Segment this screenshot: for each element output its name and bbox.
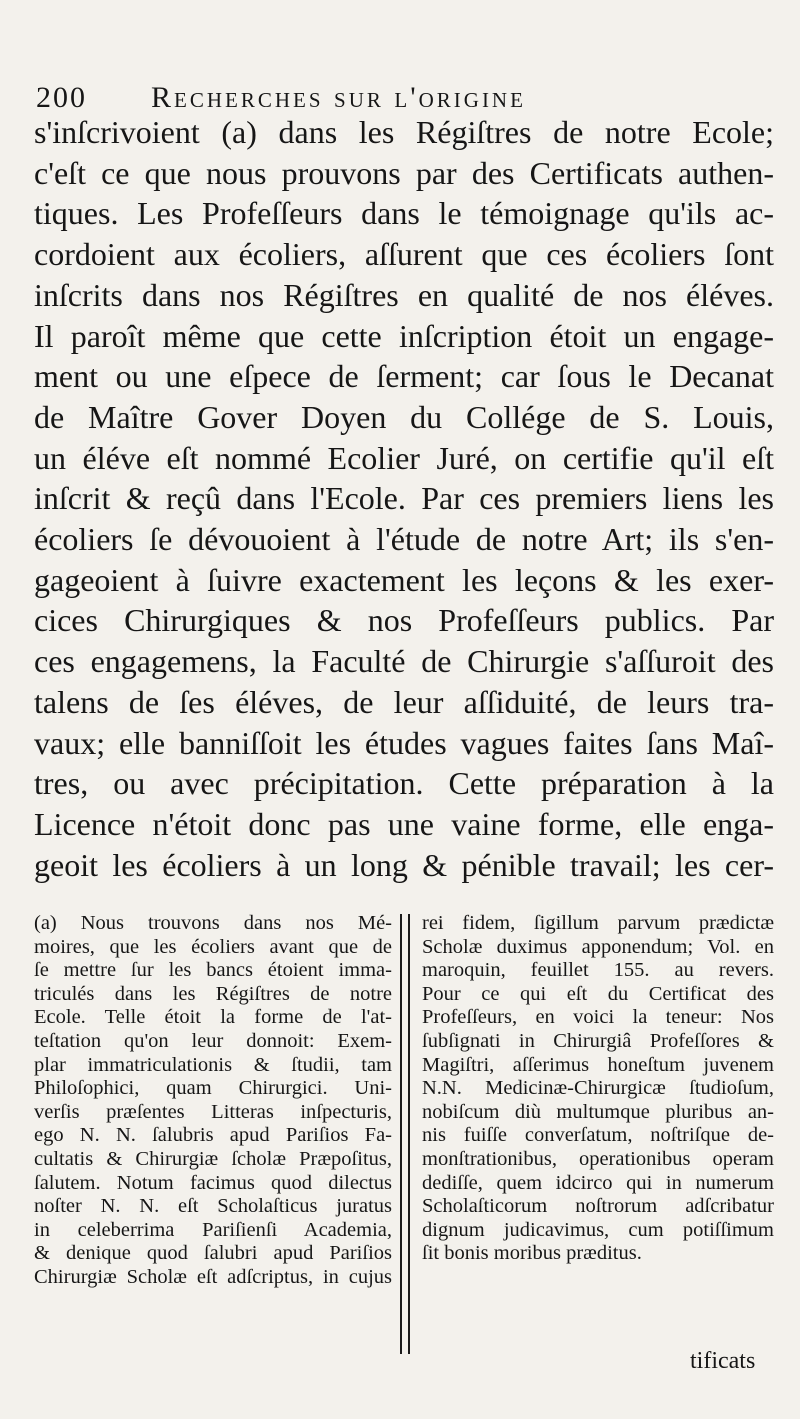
footnote-line: Scholaſticorum noſtrorum adſcribatur — [422, 1195, 774, 1218]
footnote-line: dediſſe, quem idcirco qui in numerum — [422, 1171, 774, 1194]
catchword: tificats — [690, 1348, 756, 1374]
text-line: tiques. Les Profeſſeurs dans le témoignage qu'ils ac- — [34, 195, 774, 232]
text-line: geoit les écoliers à un long & pénible travail; les cer- — [34, 846, 774, 883]
footnote-line: monſtrationibus, operationibus operam — [422, 1147, 774, 1170]
text-line: inſcrit & reçû dans l'Ecole. Par ces premiers liens les — [34, 480, 774, 517]
footnote-right-column — [422, 912, 774, 1266]
footnote-line: nobiſcum diù multumque pluribus an- — [422, 1100, 774, 1123]
running-head: Recherches sur l'origine — [151, 81, 526, 114]
footnote-line: in celeberrima Pariſienſi Academia, — [34, 1218, 392, 1241]
footnote-line: plar immatriculationis & ſtudii, tam — [34, 1053, 392, 1076]
footnote-line: ego N. N. ſalubris apud Pariſios Fa- — [34, 1124, 392, 1147]
footnote-line: rei fidem, ſigillum parvum prædictæ — [422, 912, 774, 934]
column-divider — [400, 914, 410, 1354]
text-line: ces engagemens, la Faculté de Chirurgie s'aſſuroit des — [34, 643, 774, 680]
page-number: 200 — [36, 81, 87, 114]
footnote-line: (a) Nous trouvons dans nos Mé- — [34, 912, 392, 934]
footnote-line: Profeſſeurs, en voici la teneur: Nos — [422, 1006, 774, 1029]
footnote-left-column — [34, 912, 392, 1290]
text-line: de Maître Gover Doyen du Collége de S. Louis, — [34, 398, 774, 435]
text-line: cordoient aux écoliers, aſſurent que ces écoliers ſont — [34, 236, 774, 273]
text-line: s'inſcrivoient (a) dans les Régiſtres de notre Ecole; — [34, 114, 774, 150]
footnote-line: nis fuiſſe converſatum, noſtriſque de- — [422, 1124, 774, 1147]
footnote-line: triculés dans les Régiſtres de notre — [34, 982, 392, 1005]
footnote-line: & denique quod ſalubri apud Pariſios — [34, 1242, 392, 1265]
footnote-line: Magiſtri, aſſerimus honeſtum juvenem — [422, 1053, 774, 1076]
footnote-line: Ecole. Telle étoit la forme de l'at- — [34, 1006, 392, 1029]
footnote-line: ſalutem. Notum facimus quod dilectus — [34, 1171, 392, 1194]
text-line: c'eſt ce que nous prouvons par des Certificats authen- — [34, 154, 774, 191]
text-line: talens de ſes éléves, de leur aſſiduité, de leurs tra- — [34, 683, 774, 720]
footnote-line: maroquin, feuillet 155. au revers. — [422, 959, 774, 982]
text-line: tres, ou avec précipitation. Cette préparation à la — [34, 765, 774, 802]
text-line: Il paroît même que cette inſcription étoit un engage- — [34, 317, 774, 354]
footnote-line: teſtation qu'on leur donnoit: Exem- — [34, 1029, 392, 1052]
footnote-line: ſe mettre ſur les bancs étoient imma- — [34, 959, 392, 982]
text-line: ment ou une eſpece de ſerment; car ſous le Decanat — [34, 358, 774, 395]
footnote-line: Scholæ duximus apponendum; Vol. en — [422, 935, 774, 958]
text-line: vaux; elle banniſſoit les études vagues faites ſans Maî- — [34, 724, 774, 761]
footnote-line: N.N. Medicinæ-Chirurgicæ ſtudioſum, — [422, 1077, 774, 1100]
text-line: Licence n'étoit donc pas une vaine forme, elle enga- — [34, 805, 774, 842]
footnote-line: Philoſophici, quam Chirurgici. Uni- — [34, 1077, 392, 1100]
footnote-line: dignum judicavimus, cum potiſſimum — [422, 1218, 774, 1241]
footnote-line: ſit bonis moribus præditus. — [422, 1242, 642, 1265]
footnote-line: Chirurgiæ Scholæ eſt adſcriptus, in cujus — [34, 1265, 392, 1288]
footnote-line: ſubſignati in Chirurgiâ Profeſſores & — [422, 1029, 774, 1052]
text-line: écoliers ſe dévouoient à l'étude de notre Art; ils s'en- — [34, 521, 774, 558]
footnote-line: noſter N. N. eſt Scholaſticus juratus — [34, 1195, 392, 1218]
main-text — [34, 112, 774, 885]
text-line: gageoient à ſuivre exactement les leçons & les exer- — [34, 561, 774, 598]
footnote-line: Pour ce qui eſt du Certificat des — [422, 982, 774, 1005]
footnote-area — [34, 912, 774, 1352]
text-line: cices Chirurgiques & nos Profeſſeurs publics. Par — [34, 602, 774, 639]
footnote-line: moires, que les écoliers avant que de — [34, 935, 392, 958]
footnote-line: verſis præſentes Litteras inſpecturis, — [34, 1100, 392, 1123]
text-line: un éléve eſt nommé Ecolier Juré, on certifie qu'il eſt — [34, 439, 774, 476]
text-line: inſcrits dans nos Régiſtres en qualité de nos éléves. — [34, 276, 774, 313]
footnote-line: cultatis & Chirurgiæ ſcholæ Præpoſitus, — [34, 1147, 392, 1170]
